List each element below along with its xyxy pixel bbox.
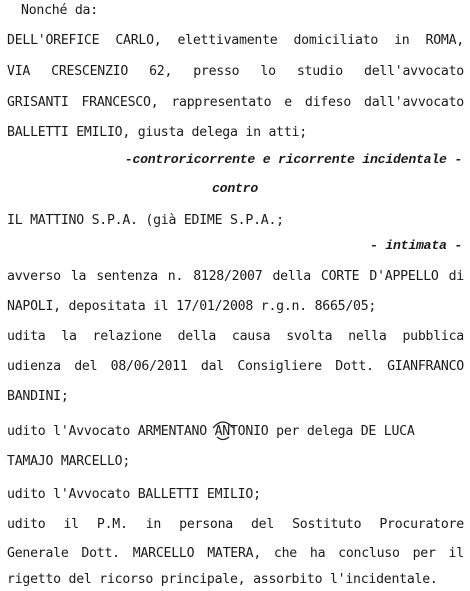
- word: dall'avvocato: [364, 95, 464, 110]
- word: relazione: [92, 329, 162, 344]
- word: del: [250, 517, 275, 532]
- contro-heading: contro: [212, 181, 258, 196]
- justified-line: [7, 545, 464, 563]
- word: concluso: [338, 546, 400, 561]
- text-line-armentano: udito l'Avvocato ARMENTANO ANTONIO per delega DE LUCA: [7, 424, 415, 439]
- word: di: [448, 269, 464, 284]
- word: studio: [296, 64, 343, 79]
- word: della: [272, 269, 311, 284]
- justified-line: [7, 94, 464, 112]
- justified-line: [7, 516, 464, 534]
- word: D'APPELLO: [369, 269, 439, 284]
- word: causa: [231, 329, 271, 344]
- word: FRANCESCO,: [81, 95, 159, 110]
- handwritten-correction-mark: [208, 412, 238, 442]
- word: persona: [179, 517, 233, 532]
- word: la: [70, 269, 87, 284]
- word: Consigliere: [237, 359, 322, 374]
- word: Sostituto: [292, 517, 362, 532]
- word: sentenza: [96, 269, 158, 284]
- word: domiciliato: [293, 33, 379, 48]
- text-line: TAMAJO MARCELLO;: [7, 454, 131, 469]
- word: e: [284, 95, 292, 110]
- word: la: [61, 329, 77, 344]
- word: in: [145, 517, 162, 532]
- party-role-intimata: - intimata -: [370, 238, 462, 253]
- intro-nonche-da: Nonché da:: [21, 3, 98, 18]
- word: CRESCENZIO: [51, 64, 129, 79]
- word: in: [394, 33, 410, 48]
- word: del: [74, 359, 98, 374]
- word: per: [412, 546, 436, 561]
- justified-line: [7, 328, 464, 346]
- word: Dott.: [81, 546, 120, 561]
- word: CORTE: [320, 269, 360, 284]
- justified-line: [7, 268, 464, 286]
- word: svolta: [286, 329, 333, 344]
- text-line: IL MATTINO S.P.A. (già EDIME S.P.A.;: [7, 213, 284, 228]
- word: udita: [7, 329, 46, 344]
- word: udito: [7, 517, 46, 532]
- word: il: [448, 546, 464, 561]
- party-role-controricorrente: -controricorrente e ricorrente incidentale -: [124, 152, 462, 167]
- word: lo: [260, 64, 276, 79]
- word: GIANFRANCO: [387, 359, 464, 374]
- justified-line: [7, 63, 464, 81]
- word: dell'avvocato: [364, 64, 464, 79]
- word: 62,: [149, 64, 173, 79]
- text-line: BANDINI;: [7, 389, 69, 404]
- word: 08/06/2011: [110, 359, 188, 374]
- word: Procuratore: [379, 517, 464, 532]
- word: difeso: [304, 95, 352, 110]
- text-line: BALLETTI EMILIO, giusta delega in atti;: [7, 125, 307, 140]
- word: Dott.: [335, 359, 374, 374]
- word: avverso: [7, 269, 61, 284]
- word: pubblica: [402, 329, 464, 344]
- word: dal: [200, 359, 224, 374]
- word: nella: [348, 329, 387, 344]
- word: ha: [309, 546, 326, 561]
- justified-line: [7, 358, 464, 376]
- text-line: NAPOLI, depositata il 17/01/2008 r.g.n. 8665/05;: [7, 299, 377, 314]
- word: della: [177, 329, 217, 344]
- word: che: [273, 546, 297, 561]
- word: ROMA,: [425, 33, 464, 48]
- word: CARLO,: [115, 33, 162, 48]
- word: MATERA,: [207, 546, 262, 561]
- word: DELL'OREFICE: [7, 33, 100, 48]
- word: 8128/2007: [193, 269, 263, 284]
- word: VIA: [7, 64, 31, 79]
- word: il: [63, 517, 79, 532]
- word: rappresentato: [171, 95, 272, 110]
- text-line: rigetto del ricorso principale, assorbito l'incidentale.: [7, 572, 438, 587]
- justified-line: [7, 32, 464, 50]
- word: n.: [167, 269, 184, 284]
- word: GRISANTI: [7, 95, 69, 110]
- word: P.M.: [96, 517, 128, 532]
- text-line: udito l'Avvocato BALLETTI EMILIO;: [7, 487, 261, 502]
- word: elettivamente: [177, 33, 278, 48]
- word: Generale: [7, 546, 69, 561]
- word: presso: [193, 64, 240, 79]
- word: MARCELLO: [132, 546, 195, 561]
- word: udienza: [7, 359, 61, 374]
